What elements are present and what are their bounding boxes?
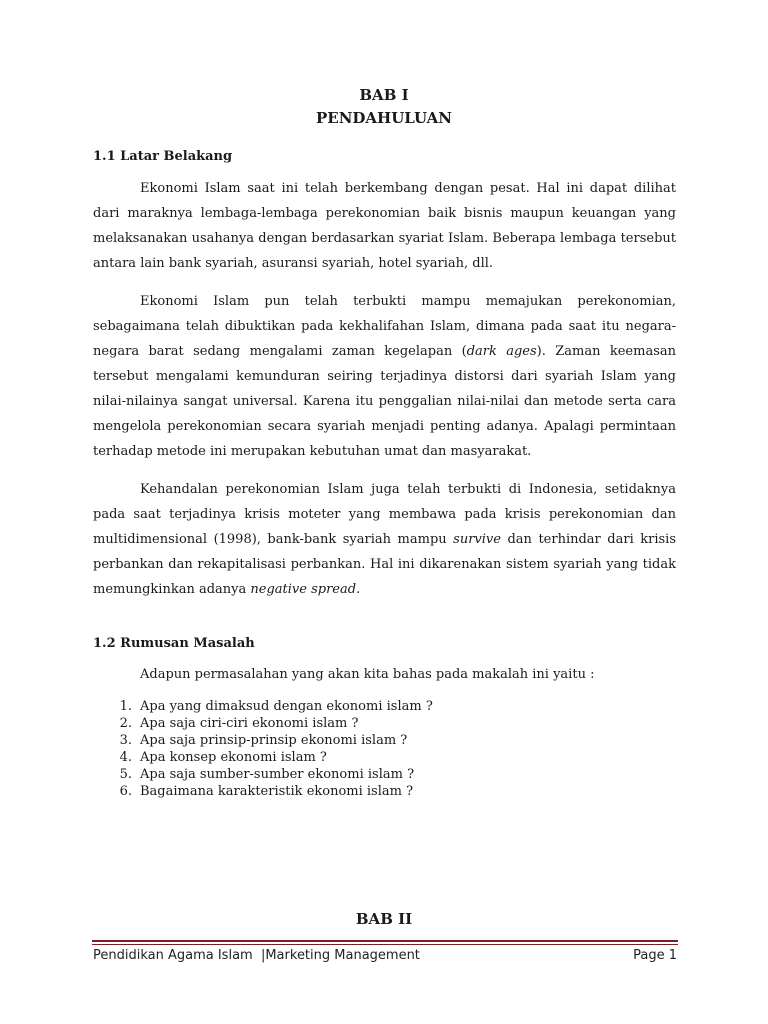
paragraph-3-text-a: Kehandalan perekonomian Islam juga telah terbukti di Indonesia, setidaknya pada saat terjadinya krisis moteter yang membawa pada krisis perekonomian dan multidimensional (1998), bank-bank syariah mampu	[93, 482, 676, 547]
list-item-text: Apa saja sumber-sumber ekonomi islam ?	[140, 767, 415, 782]
list-item	[93, 715, 433, 732]
list-item-number: 3.	[119, 733, 132, 748]
list-item-text: Bagaimana karakteristik ekonomi islam ?	[140, 784, 414, 799]
list-item-number: 2.	[119, 716, 132, 731]
list-item-number: 1.	[119, 699, 132, 714]
list-item	[93, 732, 433, 749]
list-item	[93, 783, 433, 800]
paragraph-1: Ekonomi Islam saat ini telah berkembang dengan pesat. Hal ini dapat dilihat dari maraknya lembaga-lembaga perekonomian baik bisnis maupun keuangan yang melaksanakan usahanya dengan berdasarkan syariat Islam. Beberapa lembaga tersebut antara lain bank syariah, asuransi syariah, hotel syariah, dll.	[93, 181, 676, 271]
next-chapter-title: BAB II	[355, 910, 413, 928]
footer-rule-thin	[92, 944, 678, 945]
section-heading-latar-belakang: 1.1 Latar Belakang	[93, 149, 233, 164]
list-item	[93, 749, 433, 766]
paragraph-2-italic: dark ages	[466, 344, 537, 359]
question-list	[93, 698, 433, 800]
paragraph-2-text-b: ). Zaman keemasan tersebut mengalami kemunduran seiring terjadinya distorsi dari syariah Islam yang nilai-nilainya sangat universal. Karena itu penggalian nilai-nilai dan metode serta cara mengelola perekonomian secara syariah menjadi penting adanya. Apalagi permintaan terhadap metode ini merupakan kebutuhan umat dan masyarakat.	[93, 344, 676, 459]
list-item	[93, 698, 433, 715]
chapter-title: BAB I	[359, 86, 409, 104]
section-heading-rumusan-masalah: 1.2 Rumusan Masalah	[93, 636, 255, 651]
footer-rule	[92, 940, 678, 942]
list-item-number: 5.	[119, 767, 132, 782]
list-item	[93, 766, 433, 783]
list-item-text: Apa yang dimaksud dengan ekonomi islam ?	[140, 699, 433, 714]
paragraph-2-text-a: Ekonomi Islam pun telah terbukti mampu memajukan perekonomian, sebagaimana telah dibuktikan pada kekhalifahan Islam, dimana pada saat itu negara-negara barat sedang mengalami zaman kegelapan (	[93, 294, 676, 359]
page-number: Page 1	[633, 948, 677, 963]
list-item-text: Apa konsep ekonomi islam ?	[140, 750, 327, 765]
list-item-text: Apa saja prinsip-prinsip ekonomi islam ?	[140, 733, 408, 748]
chapter-subtitle: PENDAHULUAN	[315, 109, 453, 127]
paragraph-3-italic-negative-spread: negative spread	[250, 582, 357, 597]
paragraph-3-text-b: dan terhindar dari krisis perbankan dan rekapitalisasi perbankan. Hal ini dikarenakan sistem syariah yang tidak memungkinkan adanya	[93, 532, 676, 597]
list-intro: Adapun permasalahan yang akan kita bahas pada makalah ini yaitu :	[140, 667, 595, 682]
paragraph-3-italic-survive: survive	[453, 532, 501, 547]
paragraph-3-text-c: .	[356, 582, 361, 597]
paragraph-2	[93, 289, 676, 464]
paragraph-3	[93, 477, 676, 602]
list-item-number: 6.	[119, 784, 132, 799]
list-item-number: 4.	[119, 750, 132, 765]
list-item-text: Apa saja ciri-ciri ekonomi islam ?	[140, 716, 359, 731]
footer-left-text: Pendidikan Agama Islam |Marketing Management	[93, 948, 420, 963]
